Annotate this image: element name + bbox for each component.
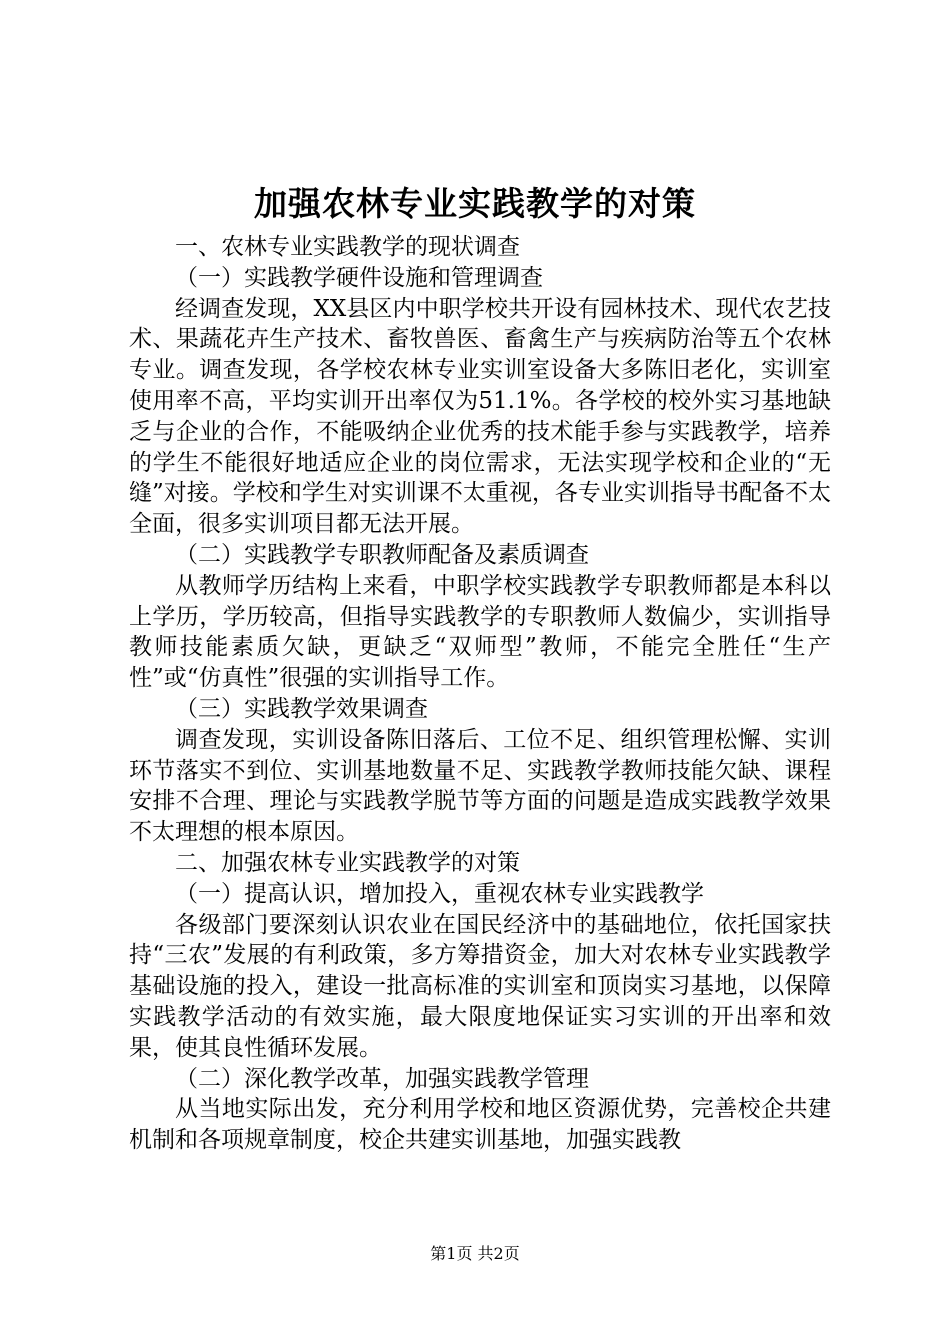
paragraph-1-1: 经调查发现，XX县区内中职学校共开设有园林技术、现代农艺技术、果蔬花卉生产技术、畜牧兽医、畜禽生产与疾病防治等五个农林专业。调查发现，各学校农林专业实训室设备大多陈旧老化，实训室使用率不高，平均实训开出率仅为51.1%。各学校的校外实习基地缺乏与企业的合作，不能吸纳企业优秀的技术能手参与实践教学，培养的学生不能很好地适应企业的岗位需求，无法实现学校和企业的“无缝”对接。学校和学生对实训课不太重视，各专业实训指导书配备不太全面，很多实训项目都无法开展。 bbox=[129, 295, 831, 538]
subsection-heading-1-2: （二）实践教学专职教师配备及素质调查 bbox=[175, 541, 589, 568]
subsection-heading-1-1: （一）实践教学硬件设施和管理调查 bbox=[175, 264, 543, 291]
page-footer: 第1页 共2页 bbox=[430, 1244, 520, 1263]
document-body bbox=[129, 232, 831, 1156]
subsection-heading-2-2: （二）深化教学改革，加强实践教学管理 bbox=[175, 1065, 589, 1092]
paragraph-2-1: 各级部门要深刻认识农业在国民经济中的基础地位，依托国家扶持“三农”发展的有利政策，多方筹措资金，加大对农林专业实践教学基础设施的投入，建设一批高标准的实训室和顶岗实习基地，以保障实践教学活动的有效实施，最大限度地保证实习实训的开出率和效果，使其良性循环发展。 bbox=[129, 911, 831, 1061]
subsection-heading-1-3: （三）实践教学效果调查 bbox=[175, 695, 428, 722]
section-heading-2: 二、加强农林专业实践教学的对策 bbox=[175, 849, 520, 876]
subsection-heading-2-1: （一）提高认识，增加投入，重视农林专业实践教学 bbox=[175, 880, 704, 907]
paragraph-2-2: 从当地实际出发，充分利用学校和地区资源优势，完善校企共建机制和各项规章制度，校企共建实训基地，加强实践教 bbox=[129, 1096, 831, 1154]
paragraph-1-3: 调查发现，实训设备陈旧落后、工位不足、组织管理松懈、实训环节落实不到位、实训基地数量不足、实践教学教师技能欠缺、课程安排不合理、理论与实践教学脱节等方面的问题是造成实践教学效果不太理想的根本原因。 bbox=[129, 726, 831, 846]
paragraph-1-2: 从教师学历结构上来看，中职学校实践教学专职教师都是本科以上学历，学历较高，但指导实践教学的专职教师人数偏少，实训指导教师技能素质欠缺，更缺乏“双师型”教师，不能完全胜任“生产性”或“仿真性”很强的实训指导工作。 bbox=[129, 572, 831, 692]
document-title: 加强农林专业实践教学的对策 bbox=[254, 184, 696, 223]
section-heading-1: 一、农林专业实践教学的现状调查 bbox=[175, 234, 520, 260]
